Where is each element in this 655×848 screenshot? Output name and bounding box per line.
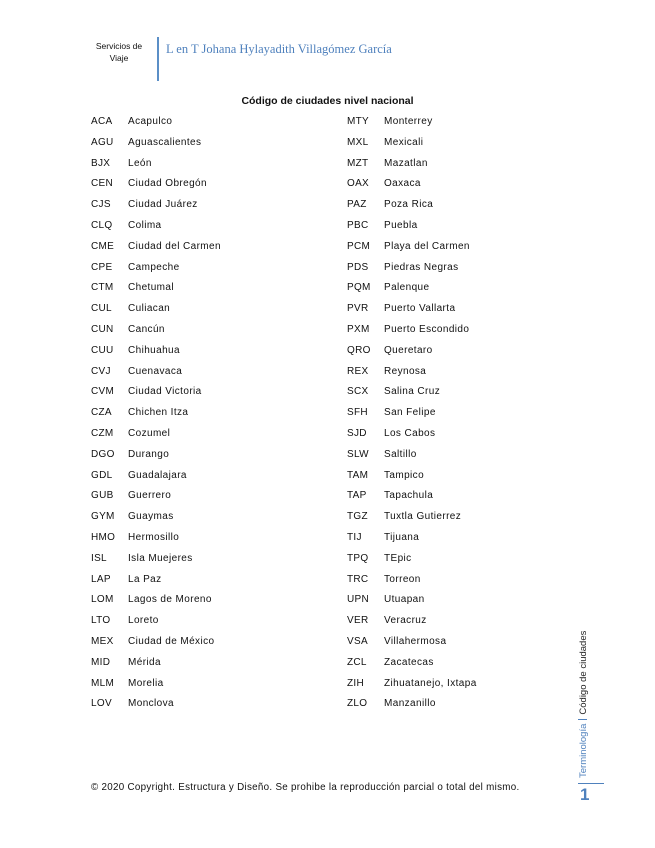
city-row: [91, 195, 221, 216]
city-name: Colima: [128, 219, 162, 231]
city-code: GYM: [91, 511, 115, 523]
city-name: Isla Muejeres: [128, 552, 193, 564]
city-row: [347, 466, 477, 487]
city-row: [91, 403, 221, 424]
city-row: [91, 341, 221, 362]
city-code: CPE: [91, 261, 113, 273]
city-name: Villahermosa: [384, 635, 447, 647]
city-name: Ciudad Victoria: [128, 386, 202, 398]
city-name: Manzanillo: [384, 698, 436, 710]
city-code: OAX: [347, 178, 370, 190]
header-section-label: [88, 40, 150, 64]
city-name: León: [128, 157, 152, 169]
city-name: Loreto: [128, 615, 159, 627]
city-row: [91, 445, 221, 466]
city-code: PXM: [347, 323, 370, 335]
city-code: ZCL: [347, 656, 367, 668]
city-name: Culiacan: [128, 303, 171, 315]
city-code: LAP: [91, 573, 111, 585]
city-row: [347, 299, 477, 320]
city-row: [347, 174, 477, 195]
city-code: ZLO: [347, 698, 368, 710]
city-name: Campeche: [128, 261, 180, 273]
city-code: CVJ: [91, 365, 111, 377]
side-separator: [578, 719, 587, 720]
header-section-line2: Viaje: [109, 53, 129, 63]
city-code: CZM: [91, 427, 114, 439]
city-code: TAM: [347, 469, 369, 481]
city-row: [91, 154, 221, 175]
city-row: [347, 362, 477, 383]
city-code: MXL: [347, 136, 369, 148]
city-code: MZT: [347, 157, 369, 169]
copyright-footer: © 2020 Copyright. Estructura y Diseño. Se prohibe la reproducción parcial o total del mismo.: [91, 782, 520, 793]
city-code: TPQ: [347, 552, 369, 564]
city-row: [347, 278, 477, 299]
city-name: Reynosa: [384, 365, 427, 377]
city-name: Chichen Itza: [128, 407, 189, 419]
city-name: Ciudad de México: [128, 635, 215, 647]
city-row: [91, 112, 221, 133]
city-name: Puerto Escondido: [384, 323, 470, 335]
city-code: ACA: [91, 116, 113, 127]
city-row: [347, 403, 477, 424]
city-code: CZA: [91, 407, 112, 419]
city-code: SJD: [347, 427, 367, 439]
city-name: Durango: [128, 448, 170, 460]
city-code: AGU: [91, 136, 114, 148]
city-row: [347, 528, 477, 549]
city-list-left: [91, 112, 221, 715]
city-row: [91, 570, 221, 591]
city-code: LOV: [91, 698, 112, 710]
city-name: Mérida: [128, 656, 161, 668]
city-name: Chetumal: [128, 282, 174, 294]
city-row: [91, 382, 221, 403]
city-name: Oaxaca: [384, 178, 421, 190]
city-name: Puerto Vallarta: [384, 303, 456, 315]
city-code: CUU: [91, 344, 114, 356]
city-name: Tuxtla Gutierrez: [384, 511, 462, 523]
city-name: Salina Cruz: [384, 386, 441, 398]
city-name: Aguascalientes: [128, 136, 202, 148]
city-name: Ciudad Obregón: [128, 178, 207, 190]
city-code: ISL: [91, 552, 107, 564]
city-row: [347, 195, 477, 216]
city-row: [347, 611, 477, 632]
city-name: Queretaro: [384, 344, 433, 356]
city-row: [347, 590, 477, 611]
city-code: CVM: [91, 386, 115, 398]
city-row: [347, 694, 477, 715]
city-row: [91, 590, 221, 611]
city-row: [347, 653, 477, 674]
city-row: [91, 299, 221, 320]
city-name: Torreon: [384, 573, 421, 585]
city-row: [91, 486, 221, 507]
city-code: BJX: [91, 157, 111, 169]
city-code: MLM: [91, 677, 115, 689]
city-row: [347, 549, 477, 570]
city-code: VER: [347, 615, 369, 627]
city-name: Tijuana: [384, 531, 420, 543]
city-row: [347, 154, 477, 175]
city-row: [91, 237, 221, 258]
city-row: [347, 674, 477, 695]
city-row: [91, 632, 221, 653]
header-divider: [157, 37, 159, 81]
city-code: TRC: [347, 573, 369, 585]
city-name: Utuapan: [384, 594, 425, 606]
city-name: Monterrey: [384, 116, 433, 127]
city-name: Los Cabos: [384, 427, 436, 439]
city-code: CTM: [91, 282, 114, 294]
city-name: Acapulco: [128, 116, 173, 127]
city-row: [91, 674, 221, 695]
city-code: CME: [91, 240, 115, 252]
city-row: [91, 216, 221, 237]
city-code: TAP: [347, 490, 367, 502]
city-row: [91, 653, 221, 674]
city-row: [347, 570, 477, 591]
city-row: [347, 341, 477, 362]
city-code: HMO: [91, 531, 116, 543]
city-code: LTO: [91, 615, 111, 627]
city-row: [91, 320, 221, 341]
city-code: TGZ: [347, 511, 368, 523]
city-row: [91, 507, 221, 528]
city-code: MTY: [347, 116, 370, 127]
city-name: Lagos de Moreno: [128, 594, 212, 606]
city-row: [347, 445, 477, 466]
city-name: Monclova: [128, 698, 174, 710]
city-code: CUL: [91, 303, 112, 315]
city-row: [91, 466, 221, 487]
city-code: SFH: [347, 407, 368, 419]
city-code: UPN: [347, 594, 370, 606]
city-name: Guadalajara: [128, 469, 187, 481]
city-name: La Paz: [128, 573, 162, 585]
city-row: [347, 424, 477, 445]
city-name: Ciudad Juárez: [128, 199, 198, 211]
city-code: DGO: [91, 448, 115, 460]
city-name: Tampico: [384, 469, 425, 481]
city-row: [91, 549, 221, 570]
city-row: [91, 362, 221, 383]
city-code: SLW: [347, 448, 369, 460]
city-code: PCM: [347, 240, 371, 252]
city-name: Poza Rica: [384, 199, 434, 211]
page-title: Código de ciudades nivel nacional: [241, 95, 414, 107]
city-code: SCX: [347, 386, 369, 398]
city-code: PVR: [347, 303, 369, 315]
city-row: [91, 258, 221, 279]
city-code: PAZ: [347, 199, 367, 211]
city-list-right: [347, 112, 477, 715]
city-name: Guaymas: [128, 511, 174, 523]
city-code: CLQ: [91, 219, 113, 231]
city-name: San Felipe: [384, 407, 436, 419]
city-code: CEN: [91, 178, 114, 190]
city-row: [91, 133, 221, 154]
city-code: ZIH: [347, 677, 365, 689]
city-row: [347, 507, 477, 528]
city-row: [91, 528, 221, 549]
header-section-line1: Servicios de: [95, 41, 143, 51]
city-name: Ciudad del Carmen: [128, 240, 221, 252]
city-row: [347, 320, 477, 341]
city-row: [347, 382, 477, 403]
city-code: LOM: [91, 594, 114, 606]
city-row: [347, 216, 477, 237]
city-name: Veracruz: [384, 615, 427, 627]
city-name: Tapachula: [384, 490, 434, 502]
city-name: Chihuahua: [128, 344, 180, 356]
city-name: Piedras Negras: [384, 261, 459, 273]
city-row: [347, 112, 477, 133]
city-name: Mexicali: [384, 136, 424, 148]
city-name: Mazatlan: [384, 157, 428, 169]
city-name: Palenque: [384, 282, 430, 294]
city-name: Cuenavaca: [128, 365, 183, 377]
city-name: Guerrero: [128, 490, 172, 502]
city-name: Zacatecas: [384, 656, 434, 668]
city-row: [91, 278, 221, 299]
city-row: [347, 237, 477, 258]
city-row: [347, 486, 477, 507]
city-code: QRO: [347, 344, 371, 356]
city-code: VSA: [347, 635, 368, 647]
city-name: Cozumel: [128, 427, 171, 439]
city-row: [91, 694, 221, 715]
city-name: Playa del Carmen: [384, 240, 470, 252]
side-topic-name: Código de ciudades: [578, 630, 589, 715]
city-code: MEX: [91, 635, 114, 647]
city-code: CUN: [91, 323, 114, 335]
city-name: Morelia: [128, 677, 164, 689]
city-name: Zihuatanejo, Ixtapa: [384, 677, 477, 689]
page-number: 1: [580, 785, 590, 804]
city-row: [91, 424, 221, 445]
city-row: [347, 632, 477, 653]
city-code: CJS: [91, 199, 111, 211]
page-number-divider: [578, 783, 604, 784]
city-name: TEpic: [384, 552, 412, 564]
city-code: GUB: [91, 490, 114, 502]
city-row: [91, 174, 221, 195]
side-section-name: Terminología: [578, 723, 589, 778]
city-code: PBC: [347, 219, 369, 231]
city-code: PDS: [347, 261, 369, 273]
city-code: MID: [91, 656, 111, 668]
city-name: Saltillo: [384, 448, 417, 460]
city-name: Cancún: [128, 323, 165, 335]
city-row: [91, 611, 221, 632]
city-code: TIJ: [347, 531, 362, 543]
city-code: REX: [347, 365, 369, 377]
city-code: GDL: [91, 469, 113, 481]
city-name: Puebla: [384, 219, 418, 231]
city-row: [347, 133, 477, 154]
header-author: L en T Johana Hylayadith Villagómez García: [166, 42, 392, 56]
city-code: PQM: [347, 282, 371, 294]
city-row: [347, 258, 477, 279]
city-name: Hermosillo: [128, 531, 180, 543]
side-section-label: [578, 631, 589, 778]
